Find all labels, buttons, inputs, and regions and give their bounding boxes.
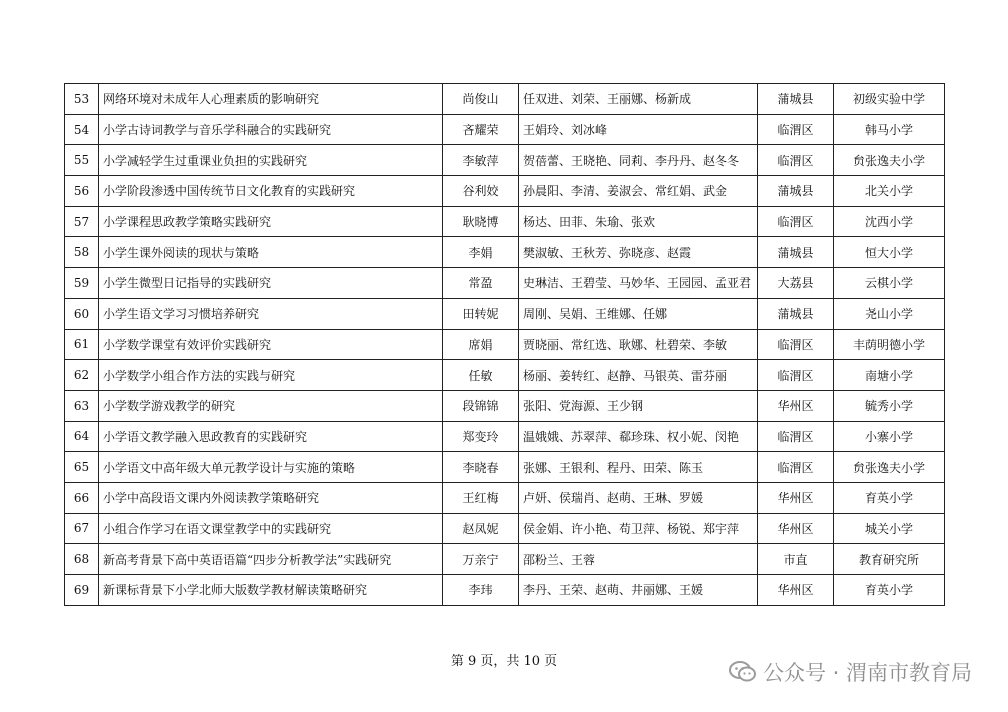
table-row: [65, 298, 945, 329]
project-title: 小学生语文学习习惯培养研究: [99, 298, 443, 329]
project-unit: 毓秀小学: [834, 390, 945, 421]
row-number: 66: [65, 482, 99, 513]
project-region: 蒲城县: [758, 298, 834, 329]
project-members: 樊淑敏、王秋芳、弥晓彦、赵霞: [519, 237, 758, 268]
project-region: 临渭区: [758, 421, 834, 452]
project-unit: 贠张逸夫小学: [834, 145, 945, 176]
project-table: [64, 83, 945, 606]
project-members: 张阳、党海源、王少钢: [519, 390, 758, 421]
row-number: 63: [65, 390, 99, 421]
table-row: [65, 452, 945, 483]
project-host: 李晓春: [443, 452, 519, 483]
project-host: 李玮: [443, 575, 519, 606]
project-members: 孙晨阳、李清、姜淑会、常红娟、武金: [519, 176, 758, 207]
page-number: 第 9 页，共 10 页: [450, 654, 558, 669]
project-region: 临渭区: [758, 145, 834, 176]
project-title: 小学数学课堂有效评价实践研究: [99, 329, 443, 360]
table-row: [65, 421, 945, 452]
project-title: 小学阶段渗透中国传统节日文化教育的实践研究: [99, 176, 443, 207]
project-members: 张娜、王银利、程丹、田荣、陈玉: [519, 452, 758, 483]
wechat-icon: [729, 660, 757, 684]
project-host: 王红梅: [443, 482, 519, 513]
project-title: 小学古诗词教学与音乐学科融合的实践研究: [99, 114, 443, 145]
project-unit: 沈西小学: [834, 206, 945, 237]
row-number: 54: [65, 114, 99, 145]
row-number: 59: [65, 268, 99, 299]
project-host: 田转妮: [443, 298, 519, 329]
project-host: 任敏: [443, 360, 519, 391]
project-members: 卢妍、侯瑞肖、赵萌、王琳、罗媛: [519, 482, 758, 513]
table-row: [65, 145, 945, 176]
project-unit: 南塘小学: [834, 360, 945, 391]
project-unit: 育英小学: [834, 575, 945, 606]
row-number: 55: [65, 145, 99, 176]
project-region: 市直: [758, 544, 834, 575]
project-members: 任双进、刘荣、王丽娜、杨新成: [519, 84, 758, 115]
project-title: 小学课程思政教学策略实践研究: [99, 206, 443, 237]
project-members: 温娥娥、苏翠萍、郗珍珠、权小妮、闵艳: [519, 421, 758, 452]
project-region: 临渭区: [758, 360, 834, 391]
project-region: 临渭区: [758, 452, 834, 483]
project-unit: 北关小学: [834, 176, 945, 207]
table-row: [65, 268, 945, 299]
project-title: 小学减轻学生过重课业负担的实践研究: [99, 145, 443, 176]
row-number: 56: [65, 176, 99, 207]
project-title: 网络环境对未成年人心理素质的影响研究: [99, 84, 443, 115]
project-region: 华州区: [758, 575, 834, 606]
table-row: [65, 84, 945, 115]
project-title: 新高考背景下高中英语语篇“四步分析教学法”实践研究: [99, 544, 443, 575]
table-row: [65, 360, 945, 391]
project-members: 邵粉兰、王蓉: [519, 544, 758, 575]
row-number: 53: [65, 84, 99, 115]
project-host: 赵凤妮: [443, 513, 519, 544]
project-region: 华州区: [758, 482, 834, 513]
project-host: 席娟: [443, 329, 519, 360]
project-title: 小学生课外阅读的现状与策略: [99, 237, 443, 268]
project-host: 李敏萍: [443, 145, 519, 176]
project-unit: 贠张逸夫小学: [834, 452, 945, 483]
project-members: 李丹、王荣、赵萌、井丽娜、王媛: [519, 575, 758, 606]
project-title: 新课标背景下小学北师大版数学教材解读策略研究: [99, 575, 443, 606]
project-unit: 尧山小学: [834, 298, 945, 329]
table-body: [65, 84, 945, 606]
row-number: 61: [65, 329, 99, 360]
project-host: 常盈: [443, 268, 519, 299]
project-host: 李娟: [443, 237, 519, 268]
project-unit: 韩马小学: [834, 114, 945, 145]
row-number: 68: [65, 544, 99, 575]
project-title: 小学中高段语文课内外阅读教学策略研究: [99, 482, 443, 513]
row-number: 62: [65, 360, 99, 391]
project-members: 贺蓓蕾、王晓艳、同莉、李丹丹、赵冬冬: [519, 145, 758, 176]
project-host: 万亲宁: [443, 544, 519, 575]
project-host: 尚俊山: [443, 84, 519, 115]
watermark-text: 公众号 · 渭南市教育局: [762, 661, 972, 685]
project-region: 蒲城县: [758, 176, 834, 207]
project-title: 小学数学游戏教学的研究: [99, 390, 443, 421]
project-unit: 教育研究所: [834, 544, 945, 575]
project-region: 华州区: [758, 390, 834, 421]
table-row: [65, 206, 945, 237]
project-host: 谷利姣: [443, 176, 519, 207]
table-row: [65, 329, 945, 360]
table-row: [65, 390, 945, 421]
project-members: 杨丽、姜转红、赵静、马银英、雷芬丽: [519, 360, 758, 391]
project-members: 侯金娟、许小艳、苟卫萍、杨锐、郑宇萍: [519, 513, 758, 544]
project-region: 临渭区: [758, 206, 834, 237]
project-title: 小学数学小组合作方法的实践与研究: [99, 360, 443, 391]
project-region: 临渭区: [758, 114, 834, 145]
project-unit: 城关小学: [834, 513, 945, 544]
project-unit: 丰荫明德小学: [834, 329, 945, 360]
table-row: [65, 237, 945, 268]
watermark: [729, 657, 972, 687]
table-row: [65, 114, 945, 145]
project-region: 蒲城县: [758, 237, 834, 268]
row-number: 58: [65, 237, 99, 268]
row-number: 69: [65, 575, 99, 606]
project-region: 华州区: [758, 513, 834, 544]
project-unit: 云棋小学: [834, 268, 945, 299]
project-region: 蒲城县: [758, 84, 834, 115]
table-row: [65, 575, 945, 606]
row-number: 57: [65, 206, 99, 237]
project-members: 贾晓丽、常红选、耿娜、杜碧荣、李敏: [519, 329, 758, 360]
table-row: [65, 176, 945, 207]
row-number: 64: [65, 421, 99, 452]
row-number: 67: [65, 513, 99, 544]
project-host: 段锦锦: [443, 390, 519, 421]
row-number: 60: [65, 298, 99, 329]
project-host: 郑变玲: [443, 421, 519, 452]
project-members: 杨达、田菲、朱瑜、张欢: [519, 206, 758, 237]
project-unit: 小寨小学: [834, 421, 945, 452]
row-number: 65: [65, 452, 99, 483]
project-unit: 恒大小学: [834, 237, 945, 268]
project-unit: 初级实验中学: [834, 84, 945, 115]
project-title: 小组合作学习在语文课堂教学中的实践研究: [99, 513, 443, 544]
table-row: [65, 482, 945, 513]
project-members: 史琳洁、王碧莹、马妙华、王园园、孟亚君: [519, 268, 758, 299]
project-region: 大荔县: [758, 268, 834, 299]
project-host: 吝耀荣: [443, 114, 519, 145]
project-title: 小学语文中高年级大单元教学设计与实施的策略: [99, 452, 443, 483]
project-title: 小学生微型日记指导的实践研究: [99, 268, 443, 299]
project-host: 耿晓博: [443, 206, 519, 237]
project-title: 小学语文教学融入思政教育的实践研究: [99, 421, 443, 452]
project-unit: 育英小学: [834, 482, 945, 513]
table-row: [65, 544, 945, 575]
project-members: 王娟玲、刘冰峰: [519, 114, 758, 145]
table-row: [65, 513, 945, 544]
project-members: 周刚、吴娟、王维娜、任娜: [519, 298, 758, 329]
project-region: 临渭区: [758, 329, 834, 360]
